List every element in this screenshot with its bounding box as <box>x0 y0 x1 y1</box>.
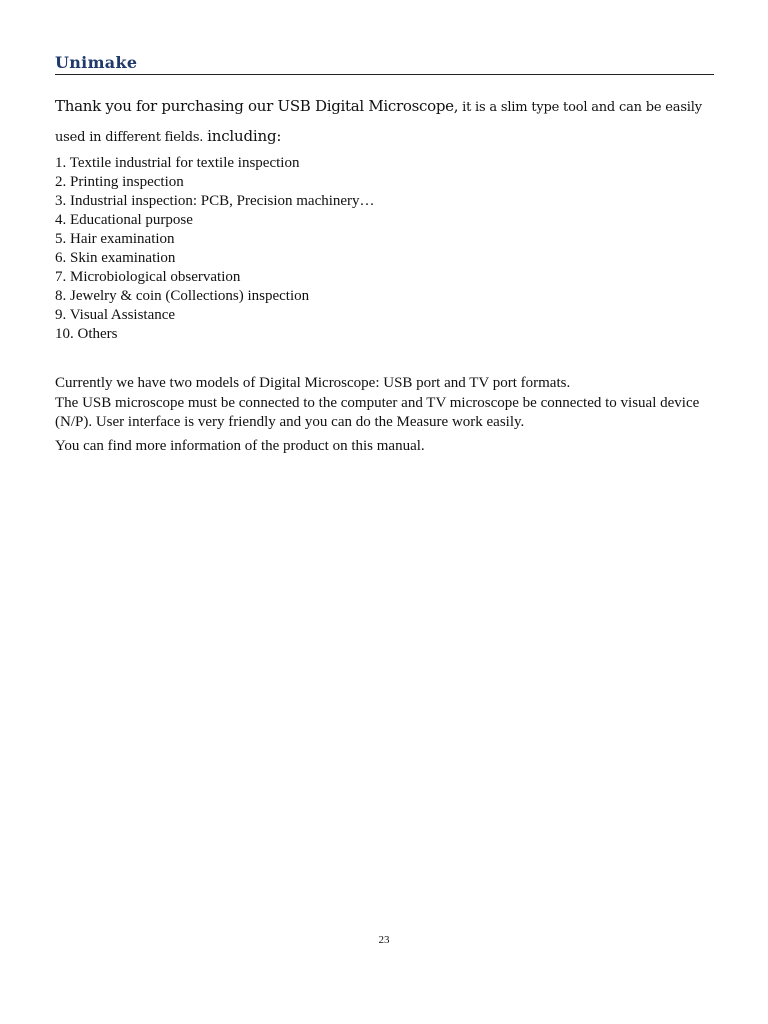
list-item: 4. Educational purpose <box>55 212 193 228</box>
list-item: 9. Visual Assistance <box>55 307 176 323</box>
page-header <box>55 52 714 75</box>
brand-name: Unimake <box>55 53 138 72</box>
list-item: 3. Industrial inspection: PCB, Precision machinery… <box>55 193 375 209</box>
description-text <box>55 374 720 456</box>
list-item: 2. Printing inspection <box>55 174 184 190</box>
page-number: 23 <box>378 934 390 946</box>
intro-lead: Thank you for purchasing our USB Digital Microscope, <box>55 97 459 115</box>
list-item: 7. Microbiological observation <box>55 269 241 285</box>
list-item: 1. Textile industrial for textile inspection <box>55 155 300 171</box>
intro-paragraph <box>55 92 715 152</box>
list-item: 6. Skin examination <box>55 250 176 266</box>
list-item: 10. Others <box>55 326 118 342</box>
list-item: 5. Hair examination <box>55 231 175 247</box>
list-item: 8. Jewelry & coin (Collections) inspection <box>55 288 310 304</box>
usage-list <box>55 154 375 344</box>
intro-including: including: <box>207 127 282 145</box>
intro-rest: it is a slim type tool and can be easily used in different fields. <box>55 100 702 145</box>
more-info-paragraph: You can find more information of the product on this manual. <box>55 437 425 454</box>
models-paragraph: Currently we have two models of Digital Microscope: USB port and TV port formats. <box>55 375 571 391</box>
connection-paragraph: The USB microscope must be connected to the computer and TV microscope be connected to visual device (N/P). User interface is very friendly and you can do the Measure work easily. <box>55 394 700 430</box>
